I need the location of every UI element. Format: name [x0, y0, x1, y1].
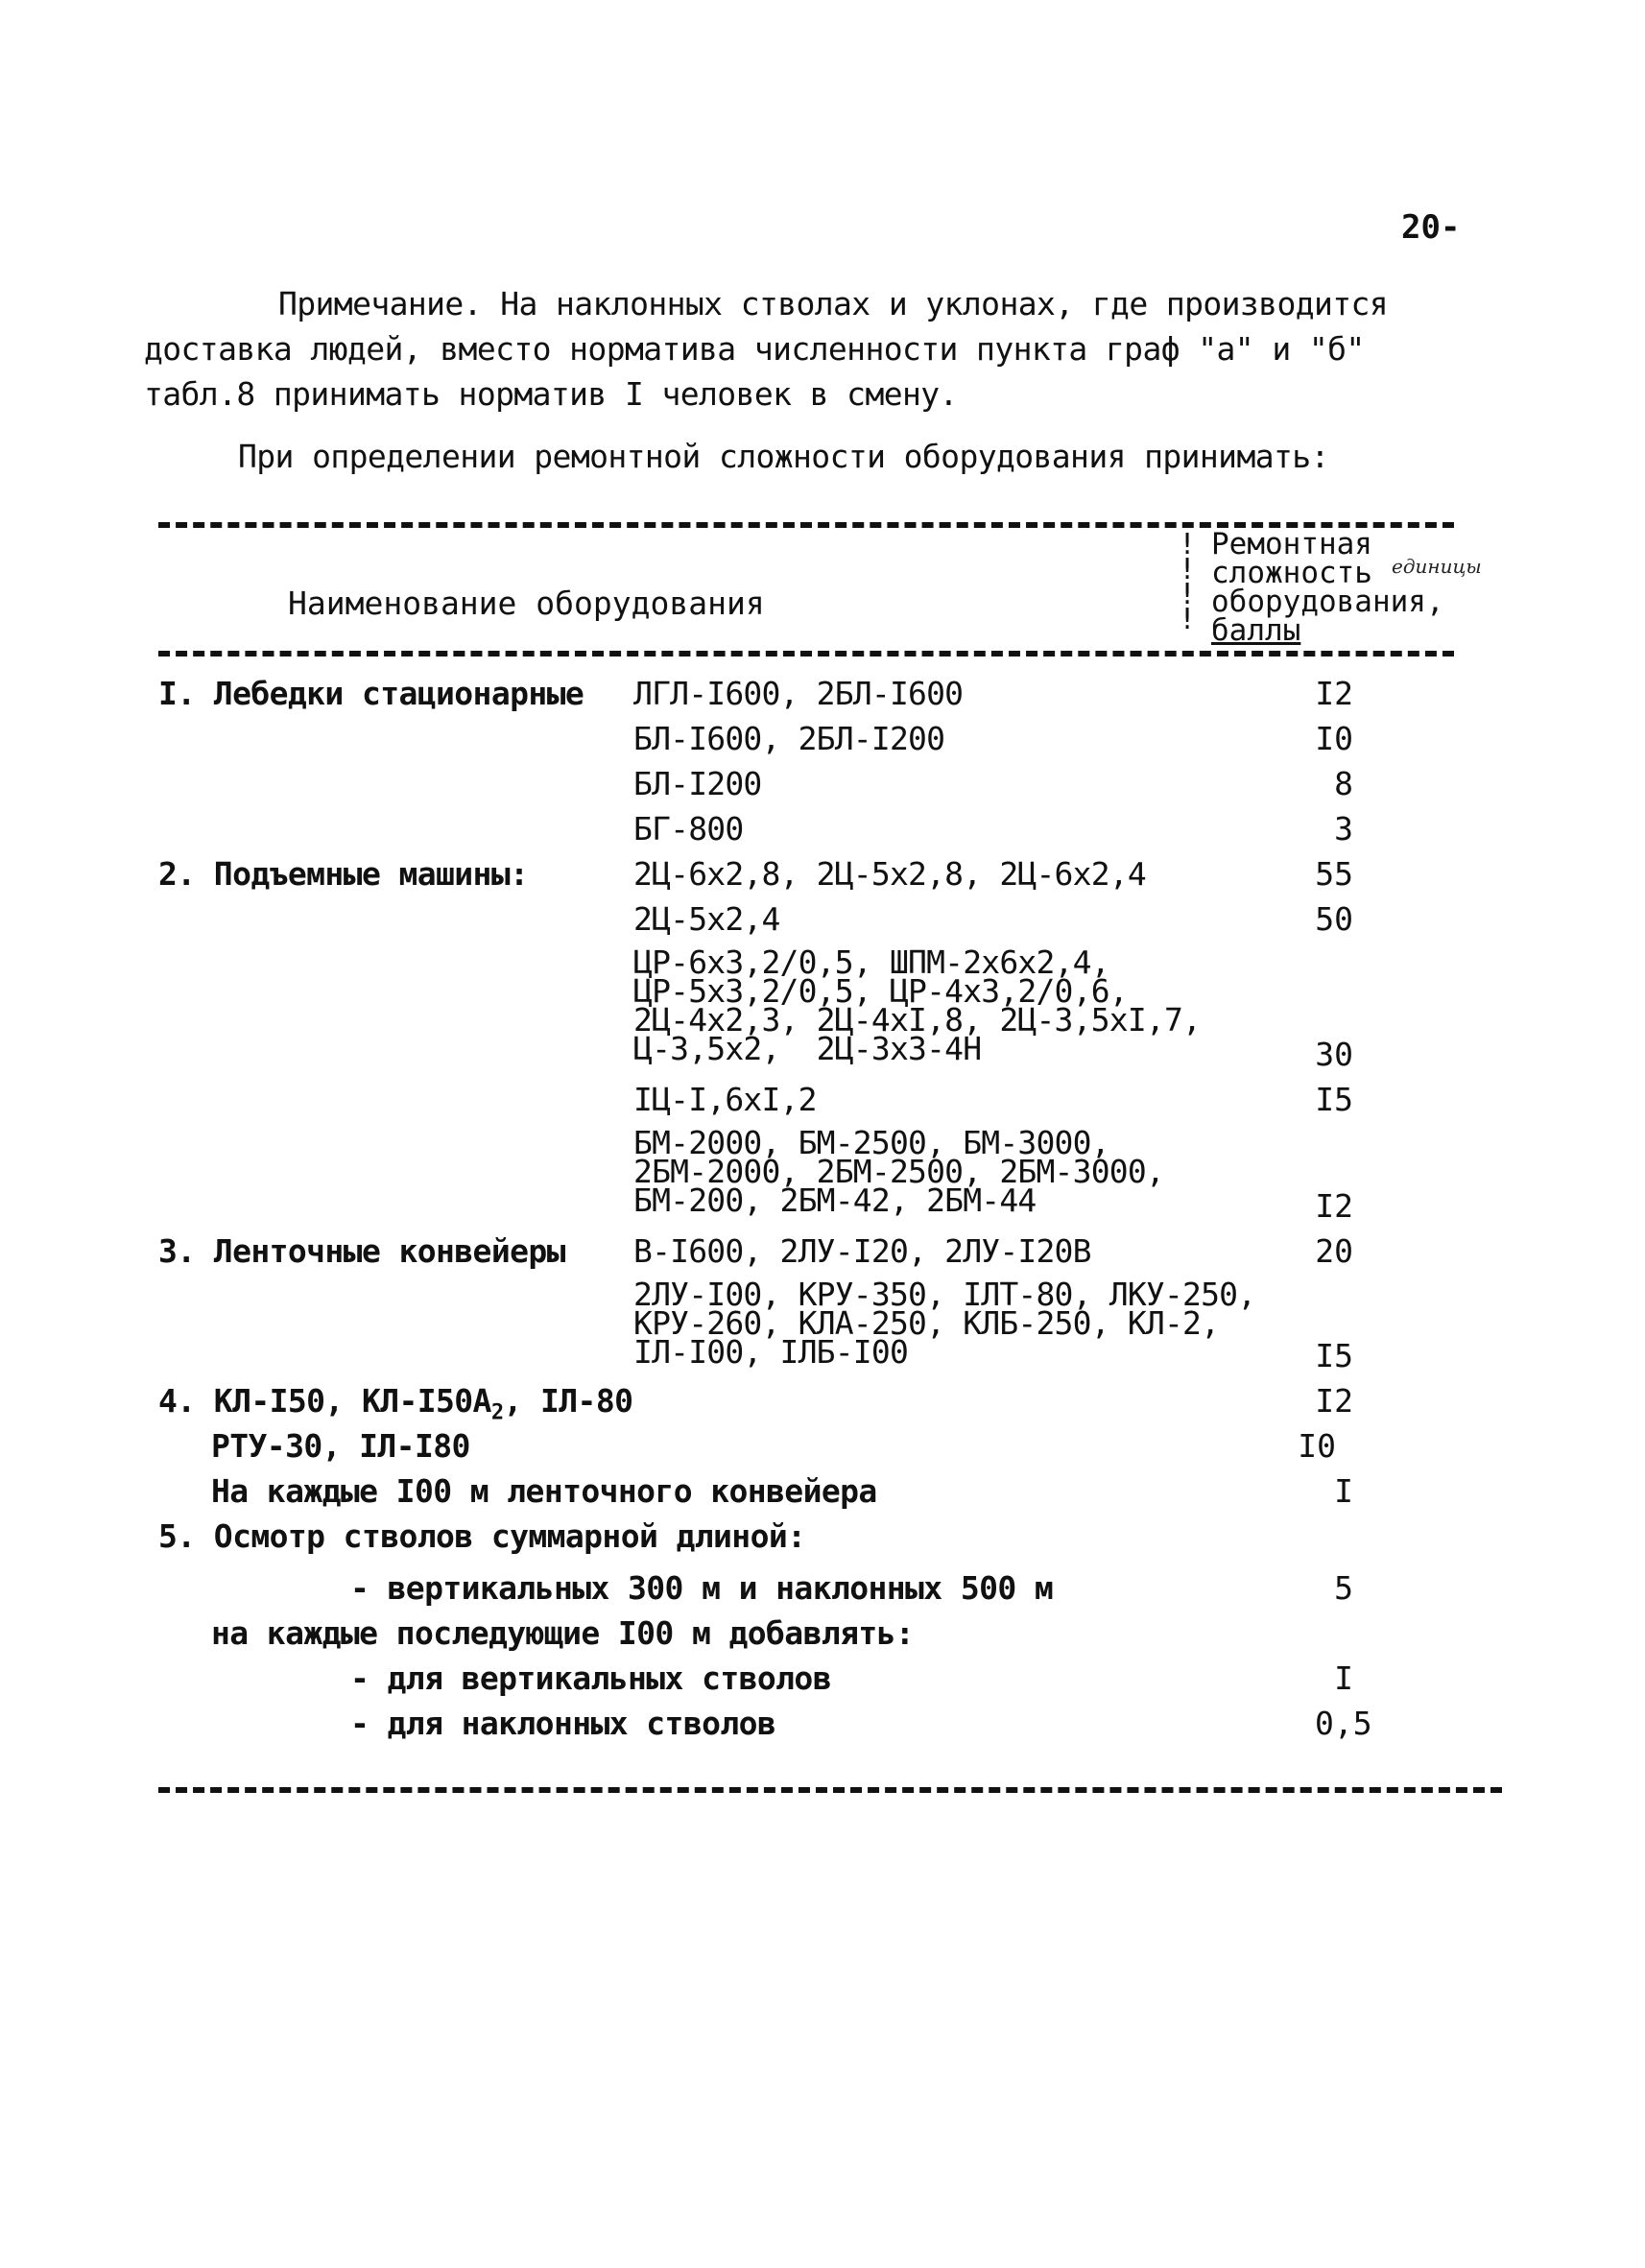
- page-number: 20-: [1401, 208, 1461, 247]
- row-equipment: ЦР-6х3,2/0,5, ШПМ-2х6х2,4, ЦР-5х3,2/0,5, ЦР-4х3,2/0,6, 2Ц-4х2,3, 2Ц-4хI,8, 2Ц-3,5хI,7, Ц-3,5х2, 2Ц-3х3-4Н: [633, 943, 1202, 1067]
- row-equipment: БМ-2000, БМ-2500, БМ-3000, 2БМ-2000, 2БМ-2500, 2БМ-3000, БМ-200, 2БМ-42, 2БМ-44: [633, 1124, 1164, 1219]
- row-category: 3. Ленточные конвейеры: [158, 1232, 565, 1270]
- row-equipment: БГ-800: [633, 810, 744, 848]
- row-category: 2. Подъемные машины:: [158, 855, 529, 893]
- row-value: 3: [1334, 810, 1353, 848]
- row-value: 20: [1315, 1232, 1353, 1270]
- row-equipment: ЛГЛ-I600, 2БЛ-I600: [633, 675, 964, 712]
- item5-sub-3: - для наклонных стволов: [350, 1705, 776, 1742]
- item5-sub-1: - вертикальных 300 м и наклонных 500 м: [350, 1569, 1054, 1607]
- item5-title: 5. Осмотр стволов суммарной длиной:: [158, 1517, 806, 1555]
- row-equipment: БЛ-I200: [633, 765, 762, 802]
- row-value: I0: [1315, 720, 1353, 757]
- item4-line-2: РТУ-30, IЛ-I80: [211, 1427, 470, 1465]
- row-equipment: В-I600, 2ЛУ-I20, 2ЛУ-I20В: [633, 1232, 1091, 1270]
- header-separator: ! ! ! !: [1179, 528, 1197, 636]
- item5-sub-2: - для вертикальных стволов: [350, 1659, 831, 1697]
- item5-sub-3-value: 0,5: [1315, 1705, 1372, 1742]
- header-value-line-2: сложность: [1211, 556, 1372, 590]
- table-bottom-rule: [158, 1787, 1502, 1793]
- row-category: I. Лебедки стационарные: [158, 675, 584, 712]
- item5-sub-2-value: I: [1334, 1659, 1353, 1697]
- row-value: 30: [1315, 1036, 1353, 1073]
- header-value-line-4: баллы: [1211, 613, 1301, 648]
- header-value-line-3: оборудования,: [1211, 585, 1444, 619]
- note-line-2: доставка людей, вместо норматива численности пункта граф "а" и "б": [144, 330, 1365, 368]
- row-equipment: 2Ц-5х2,4: [633, 900, 780, 938]
- item4-line-1-text: 4. КЛ-I50, КЛ-I50А: [158, 1382, 491, 1420]
- header-value-line-1: Ремонтная: [1211, 527, 1372, 561]
- item4-line-1: [158, 1382, 633, 1425]
- row-value: I5: [1315, 1081, 1353, 1118]
- item4-line-1-value: I2: [1315, 1382, 1353, 1420]
- item4-line-3-value: I: [1334, 1472, 1353, 1510]
- header-bottom-rule: [158, 651, 1454, 657]
- note-line-1: Примечание. На наклонных стволах и уклонах, где производится: [278, 285, 1389, 322]
- item4-line-3: На каждые I00 м ленточного конвейера: [211, 1472, 877, 1510]
- row-equipment: 2ЛУ-I00, КРУ-350, ІЛТ-80, ЛКУ-250, КРУ-260, КЛА-250, КЛБ-250, КЛ-2, IЛ-I00, IЛБ-I00: [633, 1276, 1256, 1371]
- row-value: I2: [1315, 1187, 1353, 1225]
- item4-line-1-subscript: 2: [490, 1400, 504, 1425]
- row-equipment: IЦ-I,6хI,2: [633, 1081, 817, 1118]
- item4-line-1-tail: , IЛ-80: [503, 1382, 633, 1420]
- header-name-column: Наименование оборудования: [288, 585, 765, 622]
- row-value: 55: [1315, 855, 1353, 893]
- header-value-handwritten: единицы: [1392, 555, 1482, 578]
- item5-sub-1-value: 5: [1334, 1569, 1353, 1607]
- note-line-3: табл.8 принимать норматив I человек в смену.: [144, 375, 958, 413]
- item5-line-2: на каждые последующие I00 м добавлять:: [211, 1614, 915, 1652]
- row-value: I5: [1315, 1337, 1353, 1374]
- intro-text: При определении ремонтной сложности оборудования принимать:: [238, 438, 1329, 475]
- row-equipment: БЛ-I600, 2БЛ-I200: [633, 720, 945, 757]
- item4-line-2-value: I0: [1298, 1427, 1336, 1465]
- row-equipment: 2Ц-6х2,8, 2Ц-5х2,8, 2Ц-6х2,4: [633, 855, 1146, 893]
- row-value: I2: [1315, 675, 1353, 712]
- row-value: 50: [1315, 900, 1353, 938]
- row-value: 8: [1334, 765, 1353, 802]
